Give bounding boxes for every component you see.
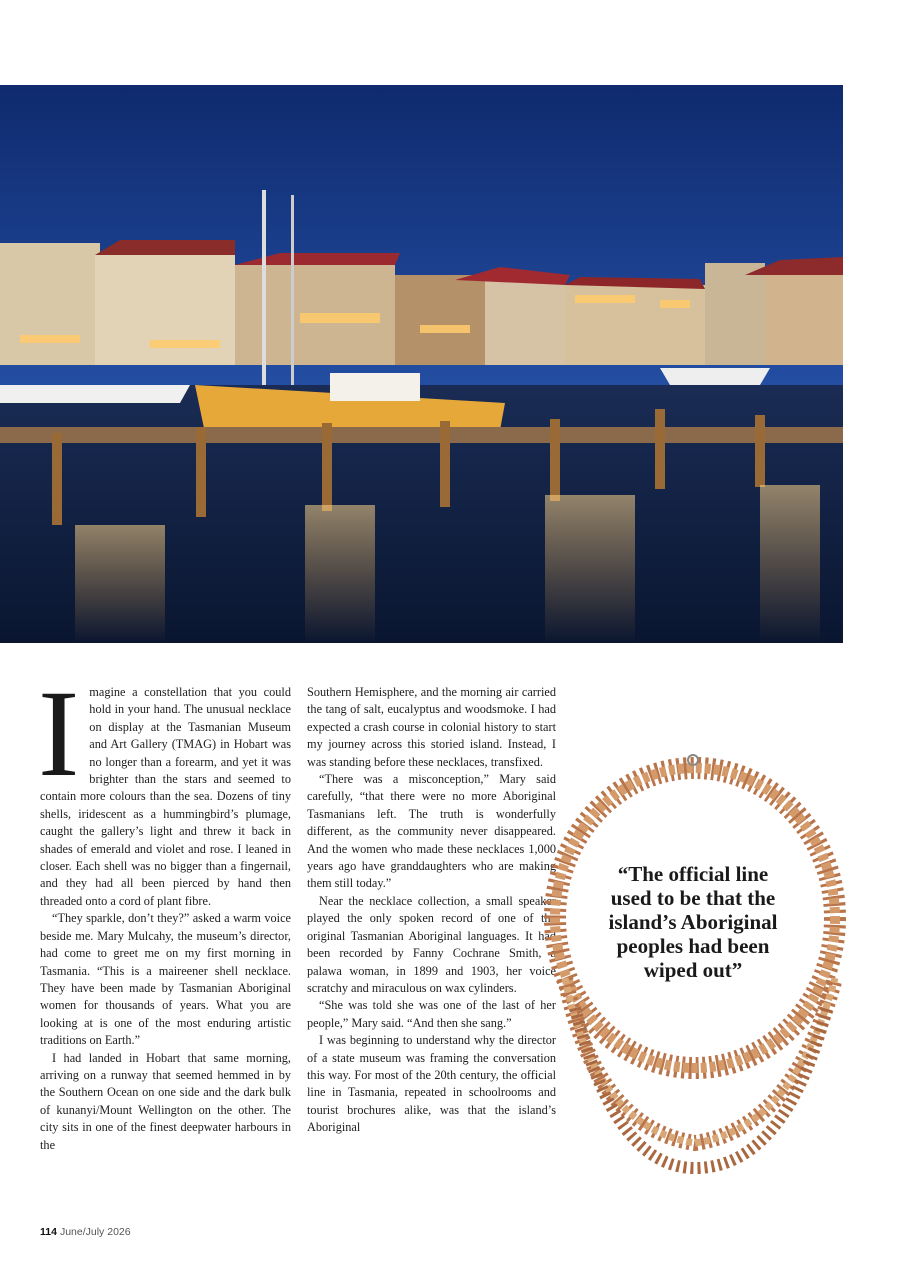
- folio: [40, 1226, 131, 1238]
- issue-date: June/July 2026: [59, 1226, 131, 1238]
- article-paragraph: Near the necklace collection, a small speaker played the only spoken record of one of the original Tasmanian Aboriginal languages. It had been recorded by Fanny Cochrane Smith, a palawa woman, in 1899 and 1903, her voice scratchy and miraculous on wax cylinders.: [307, 893, 556, 995]
- article-paragraph: I was beginning to understand why the director of a state museum was framing the conversation this way. For most of the 20th century, the official line in Tasmania, repeated in schoolrooms and tourist brochures alike, was that the island’s Aboriginal: [307, 1033, 556, 1135]
- article-paragraph: [38, 665, 291, 910]
- harbour-night-photo: [0, 85, 843, 643]
- article-paragraph: I had landed in Hobart that same morning, arriving on a runway that seemed hemmed in by the Southern Ocean on one side and the dark bulk of kunanyi/Mount Wellington on the other. The city sits in one of the finest deepwater harbours in the: [40, 1050, 291, 1152]
- article-paragraph: “There was a misconception,” Mary said carefully, “that there were no more Aboriginal Tasmanians left. The truth is wonderfully different, as the community never disappeared. And the women who made these necklaces 1,000 years ago have granddaughters who are making them still today.”: [307, 772, 556, 891]
- pull-quote: “The official line used to be that the island’s Aboriginal peoples had been wiped out”: [608, 862, 778, 982]
- drop-cap: I: [38, 665, 80, 802]
- article-column-1: [38, 665, 291, 1154]
- article-column-2: [307, 684, 556, 1137]
- article-paragraph: Southern Hemisphere, and the morning air carried the tang of salt, eucalyptus and woodsmoke. I had expected a crash course in colonial history to start my journey across this storied island. Instead, I was standing before these necklaces, transfixed.: [307, 685, 556, 769]
- article-paragraph: “They sparkle, don’t they?” asked a warm voice beside me. Mary Mulcahy, the museum’s director, had come to greet me on my first morning in Tasmania. “This is a maireener shell necklace. They have been made by Tasmanian Aboriginal women for thousands of years. What you are looking at is one of the most enduring artistic traditions on Earth.”: [40, 911, 291, 1048]
- page-number: 114: [40, 1226, 57, 1238]
- article-paragraph: “She was told she was one of the last of her people,” Mary said. “And then she sang.”: [307, 998, 556, 1030]
- paragraph-text: magine a constellation that you could hold in your hand. The unusual necklace on display at the Tasmanian Museum and Art Gallery (TMAG) in Hobart was no longer than a forearm, and yet it was brighter than the stars and seemed to contain more colours than the sea. Dozens of tiny shells, iridescent as a hummingbird’s plumage, caught the gallery’s light and threw it back in shades of emerald and violet and rose. I leaned in closer. Each shell was no bigger than a fingernail, and they had all been pierced by hand then threaded onto a cord of plant fibre.: [40, 685, 291, 908]
